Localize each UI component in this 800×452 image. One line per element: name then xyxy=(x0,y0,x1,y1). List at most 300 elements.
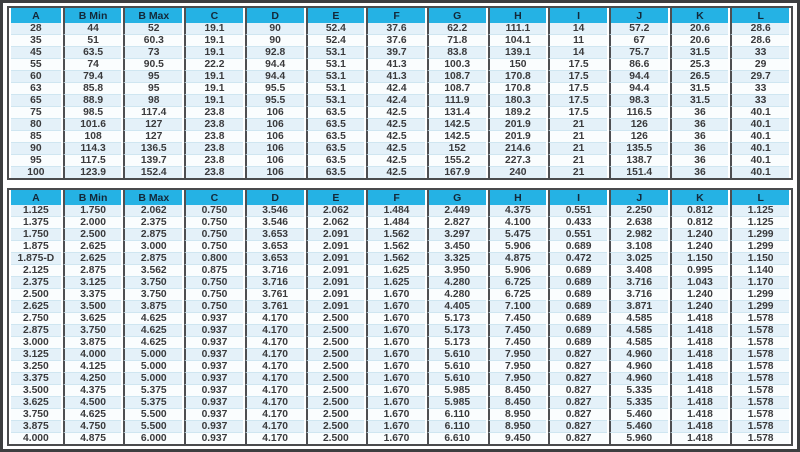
cell: 1.418 xyxy=(670,313,729,325)
cell: 1.875-D xyxy=(11,253,61,265)
cell: 0.827 xyxy=(548,433,607,444)
cell: 0.800 xyxy=(184,253,243,265)
cell: 1.670 xyxy=(366,409,425,421)
cell: 95 xyxy=(11,155,61,167)
cell: 3.950 xyxy=(427,265,486,277)
cell: 1.418 xyxy=(670,409,729,421)
cell: 4.585 xyxy=(609,313,668,325)
table-row xyxy=(11,301,789,313)
cell: 4.000 xyxy=(63,349,122,361)
cell: 227.3 xyxy=(488,155,547,167)
cell: 53.1 xyxy=(306,83,365,95)
table-row xyxy=(11,349,789,361)
cell: 0.937 xyxy=(184,409,243,421)
cell: 11 xyxy=(548,35,607,47)
cell: 7.450 xyxy=(488,325,547,337)
cell: 42.5 xyxy=(366,167,425,178)
cell: 36 xyxy=(670,143,729,155)
cell: 1.240 xyxy=(670,229,729,241)
cell: 17.5 xyxy=(548,59,607,71)
cell: 1.299 xyxy=(730,229,789,241)
cell: 23.8 xyxy=(184,155,243,167)
cell: 3.761 xyxy=(245,289,304,301)
cell: 26.5 xyxy=(670,71,729,83)
column-header-b-max: B Max xyxy=(123,190,182,205)
table-row xyxy=(11,337,789,349)
cell: 4.280 xyxy=(427,289,486,301)
cell: 2.638 xyxy=(609,217,668,229)
cell: 1.578 xyxy=(730,313,789,325)
cell: 240 xyxy=(488,167,547,178)
cell: 6.110 xyxy=(427,421,486,433)
cell: 3.546 xyxy=(245,205,304,217)
cell: 2.125 xyxy=(11,265,61,277)
cell: 19.1 xyxy=(184,23,243,35)
header-row xyxy=(11,8,789,23)
cell: 139.7 xyxy=(123,155,182,167)
cell: 139.1 xyxy=(488,47,547,59)
cell: 167.9 xyxy=(427,167,486,178)
header-row xyxy=(11,190,789,205)
cell: 5.906 xyxy=(488,265,547,277)
cell: 0.827 xyxy=(548,361,607,373)
cell: 63.5 xyxy=(306,167,365,178)
cell: 1.750 xyxy=(11,229,61,241)
cell: 63.5 xyxy=(306,107,365,119)
cell: 37.6 xyxy=(366,35,425,47)
cell: 1.140 xyxy=(730,265,789,277)
table-row xyxy=(11,71,789,83)
cell: 4.375 xyxy=(63,385,122,397)
cell: 4.585 xyxy=(609,337,668,349)
column-header-k: K xyxy=(670,8,729,23)
cell: 63.5 xyxy=(306,119,365,131)
cell: 2.875 xyxy=(63,265,122,277)
cell: 52.4 xyxy=(306,23,365,35)
cell: 1.299 xyxy=(730,241,789,253)
column-header-d: D xyxy=(245,8,304,23)
cell: 8.450 xyxy=(488,385,547,397)
cell: 2.500 xyxy=(306,337,365,349)
cell: 2.500 xyxy=(306,361,365,373)
cell: 0.750 xyxy=(184,289,243,301)
cell: 0.827 xyxy=(548,409,607,421)
cell: 41.3 xyxy=(366,59,425,71)
cell: 75 xyxy=(11,107,61,119)
cell: 0.551 xyxy=(548,205,607,217)
cell: 3.716 xyxy=(609,277,668,289)
cell: 1.418 xyxy=(670,385,729,397)
cell: 1.670 xyxy=(366,421,425,433)
cell: 98 xyxy=(123,95,182,107)
cell: 4.875 xyxy=(63,433,122,444)
cell: 45 xyxy=(11,47,61,59)
column-header-a: A xyxy=(11,190,61,205)
cell: 31.5 xyxy=(670,83,729,95)
cell: 114.3 xyxy=(63,143,122,155)
cell: 8.450 xyxy=(488,397,547,409)
cell: 4.960 xyxy=(609,361,668,373)
cell: 5.906 xyxy=(488,241,547,253)
column-header-h: H xyxy=(488,190,547,205)
table-row xyxy=(11,47,789,59)
cell: 4.625 xyxy=(123,313,182,325)
table-row xyxy=(11,313,789,325)
cell: 94.4 xyxy=(245,59,304,71)
cell: 2.500 xyxy=(306,397,365,409)
cell: 201.9 xyxy=(488,131,547,143)
cell: 14 xyxy=(548,47,607,59)
cell: 3.875 xyxy=(11,421,61,433)
cell: 31.5 xyxy=(670,95,729,107)
cell: 0.689 xyxy=(548,277,607,289)
cell: 2.625 xyxy=(63,241,122,253)
table-row xyxy=(11,373,789,385)
cell: 3.546 xyxy=(245,217,304,229)
cell: 1.240 xyxy=(670,289,729,301)
cell: 0.827 xyxy=(548,349,607,361)
cell: 0.827 xyxy=(548,421,607,433)
cell: 1.562 xyxy=(366,241,425,253)
cell: 135.5 xyxy=(609,143,668,155)
cell: 90.5 xyxy=(123,59,182,71)
cell: 28.6 xyxy=(730,23,789,35)
cell: 5.173 xyxy=(427,313,486,325)
cell: 17.5 xyxy=(548,107,607,119)
cell: 3.000 xyxy=(123,241,182,253)
cell: 23.8 xyxy=(184,143,243,155)
cell: 4.170 xyxy=(245,361,304,373)
cell: 2.750 xyxy=(11,313,61,325)
table-row xyxy=(11,289,789,301)
cell: 2.091 xyxy=(306,229,365,241)
cell: 2.500 xyxy=(306,409,365,421)
cell: 2.091 xyxy=(306,253,365,265)
cell: 28.6 xyxy=(730,35,789,47)
cell: 2.500 xyxy=(306,325,365,337)
cell: 31.5 xyxy=(670,47,729,59)
table-row xyxy=(11,131,789,143)
cell: 1.670 xyxy=(366,385,425,397)
cell: 86.6 xyxy=(609,59,668,71)
cell: 2.091 xyxy=(306,301,365,313)
cell: 0.937 xyxy=(184,349,243,361)
cell: 53.1 xyxy=(306,71,365,83)
column-header-j: J xyxy=(609,8,668,23)
cell: 21 xyxy=(548,143,607,155)
cell: 23.8 xyxy=(184,167,243,178)
cell: 3.653 xyxy=(245,229,304,241)
cell: 2.500 xyxy=(63,229,122,241)
cell: 0.812 xyxy=(670,205,729,217)
cell: 33 xyxy=(730,47,789,59)
cell: 117.5 xyxy=(63,155,122,167)
column-header-i: I xyxy=(548,8,607,23)
cell: 42.4 xyxy=(366,83,425,95)
cell: 142.5 xyxy=(427,119,486,131)
cell: 74 xyxy=(63,59,122,71)
cell: 5.610 xyxy=(427,373,486,385)
cell: 3.761 xyxy=(245,301,304,313)
cell: 63.5 xyxy=(306,155,365,167)
cell: 7.100 xyxy=(488,301,547,313)
cell: 4.280 xyxy=(427,277,486,289)
column-header-a: A xyxy=(11,8,61,23)
cell: 3.716 xyxy=(245,265,304,277)
cell: 138.7 xyxy=(609,155,668,167)
cell: 1.125 xyxy=(11,205,61,217)
cell: 4.625 xyxy=(123,325,182,337)
cell: 111.1 xyxy=(488,23,547,35)
cell: 20.6 xyxy=(670,35,729,47)
cell: 1.418 xyxy=(670,397,729,409)
cell: 2.875 xyxy=(11,325,61,337)
cell: 0.827 xyxy=(548,385,607,397)
cell: 1.670 xyxy=(366,325,425,337)
cell: 0.689 xyxy=(548,337,607,349)
cell: 8.950 xyxy=(488,409,547,421)
table-row xyxy=(11,409,789,421)
cell: 2.091 xyxy=(306,241,365,253)
cell: 94.4 xyxy=(245,71,304,83)
cell: 90 xyxy=(245,35,304,47)
cell: 21 xyxy=(548,131,607,143)
table-row xyxy=(11,155,789,167)
cell: 52.4 xyxy=(306,35,365,47)
cell: 3.108 xyxy=(609,241,668,253)
cell: 5.335 xyxy=(609,397,668,409)
cell: 111.9 xyxy=(427,95,486,107)
cell: 2.062 xyxy=(306,205,365,217)
cell: 0.689 xyxy=(548,241,607,253)
upper-size-table xyxy=(7,6,793,180)
cell: 40.1 xyxy=(730,155,789,167)
cell: 2.827 xyxy=(427,217,486,229)
cell: 3.408 xyxy=(609,265,668,277)
cell: 63 xyxy=(11,83,61,95)
cell: 5.375 xyxy=(123,385,182,397)
cell: 42.5 xyxy=(366,143,425,155)
cell: 0.689 xyxy=(548,265,607,277)
cell: 3.875 xyxy=(63,337,122,349)
column-header-c: C xyxy=(184,8,243,23)
cell: 0.937 xyxy=(184,397,243,409)
cell: 0.995 xyxy=(670,265,729,277)
cell: 3.871 xyxy=(609,301,668,313)
cell: 88.9 xyxy=(63,95,122,107)
cell: 3.450 xyxy=(427,241,486,253)
cell: 142.5 xyxy=(427,131,486,143)
cell: 6.610 xyxy=(427,433,486,444)
cell: 42.4 xyxy=(366,95,425,107)
cell: 71.8 xyxy=(427,35,486,47)
lower-size-table xyxy=(7,188,793,446)
cell: 2.500 xyxy=(306,373,365,385)
cell: 2.062 xyxy=(123,205,182,217)
cell: 42.5 xyxy=(366,155,425,167)
cell: 0.827 xyxy=(548,373,607,385)
cell: 5.985 xyxy=(427,385,486,397)
cell: 106 xyxy=(245,131,304,143)
cell: 0.812 xyxy=(670,217,729,229)
cell: 35 xyxy=(11,35,61,47)
cell: 1.625 xyxy=(366,277,425,289)
cell: 1.670 xyxy=(366,289,425,301)
cell: 155.2 xyxy=(427,155,486,167)
cell: 1.170 xyxy=(730,277,789,289)
cell: 2.375 xyxy=(123,217,182,229)
cell: 1.578 xyxy=(730,361,789,373)
cell: 5.475 xyxy=(488,229,547,241)
cell: 40.1 xyxy=(730,119,789,131)
cell: 3.125 xyxy=(11,349,61,361)
cell: 5.000 xyxy=(123,373,182,385)
cell: 19.1 xyxy=(184,47,243,59)
cell: 39.7 xyxy=(366,47,425,59)
table-row xyxy=(11,229,789,241)
cell: 127 xyxy=(123,131,182,143)
cell: 22.2 xyxy=(184,59,243,71)
cell: 0.937 xyxy=(184,373,243,385)
cell: 1.670 xyxy=(366,301,425,313)
cell: 0.689 xyxy=(548,289,607,301)
cell: 4.170 xyxy=(245,373,304,385)
cell: 19.1 xyxy=(184,95,243,107)
cell: 0.750 xyxy=(184,241,243,253)
cell: 3.653 xyxy=(245,253,304,265)
column-header-b-min: B Min xyxy=(63,190,122,205)
cell: 5.375 xyxy=(123,397,182,409)
cell: 98.5 xyxy=(63,107,122,119)
cell: 131.4 xyxy=(427,107,486,119)
cell: 42.5 xyxy=(366,119,425,131)
cell: 2.375 xyxy=(11,277,61,289)
table-row xyxy=(11,241,789,253)
cell: 1.299 xyxy=(730,301,789,313)
cell: 4.250 xyxy=(63,373,122,385)
cell: 1.418 xyxy=(670,349,729,361)
cell: 126 xyxy=(609,131,668,143)
cell: 5.335 xyxy=(609,385,668,397)
cell: 40.1 xyxy=(730,131,789,143)
cell: 4.750 xyxy=(63,421,122,433)
table-row xyxy=(11,143,789,155)
cell: 21 xyxy=(548,167,607,178)
cell: 1.578 xyxy=(730,421,789,433)
cell: 20.6 xyxy=(670,23,729,35)
table-row xyxy=(11,23,789,35)
cell: 0.551 xyxy=(548,229,607,241)
cell: 7.450 xyxy=(488,337,547,349)
cell: 6.110 xyxy=(427,409,486,421)
column-header-g: G xyxy=(427,190,486,205)
cell: 1.418 xyxy=(670,325,729,337)
cell: 1.125 xyxy=(730,217,789,229)
cell: 53.1 xyxy=(306,47,365,59)
cell: 150 xyxy=(488,59,547,71)
cell: 23.8 xyxy=(184,107,243,119)
cell: 4.170 xyxy=(245,313,304,325)
cell: 180.3 xyxy=(488,95,547,107)
cell: 63.5 xyxy=(306,143,365,155)
cell: 4.170 xyxy=(245,397,304,409)
column-header-g: G xyxy=(427,8,486,23)
cell: 0.689 xyxy=(548,325,607,337)
cell: 7.950 xyxy=(488,361,547,373)
column-header-l: L xyxy=(730,190,789,205)
cell: 1.240 xyxy=(670,241,729,253)
cell: 2.500 xyxy=(306,433,365,444)
cell: 4.170 xyxy=(245,337,304,349)
column-header-f: F xyxy=(366,8,425,23)
cell: 4.170 xyxy=(245,349,304,361)
cell: 4.585 xyxy=(609,325,668,337)
cell: 2.500 xyxy=(306,349,365,361)
cell: 2.250 xyxy=(609,205,668,217)
cell: 0.433 xyxy=(548,217,607,229)
cell: 85.8 xyxy=(63,83,122,95)
cell: 0.937 xyxy=(184,385,243,397)
cell: 2.449 xyxy=(427,205,486,217)
cell: 17.5 xyxy=(548,95,607,107)
cell: 106 xyxy=(245,167,304,178)
cell: 4.170 xyxy=(245,433,304,444)
cell: 2.625 xyxy=(11,301,61,313)
column-header-j: J xyxy=(609,190,668,205)
cell: 3.750 xyxy=(123,277,182,289)
cell: 3.716 xyxy=(609,289,668,301)
cell: 42.5 xyxy=(366,107,425,119)
cell: 5.000 xyxy=(123,349,182,361)
cell: 19.1 xyxy=(184,35,243,47)
cell: 29 xyxy=(730,59,789,71)
cell: 2.625 xyxy=(63,253,122,265)
cell: 5.985 xyxy=(427,397,486,409)
cell: 1.578 xyxy=(730,397,789,409)
cell: 4.170 xyxy=(245,325,304,337)
cell: 1.299 xyxy=(730,289,789,301)
cell: 106 xyxy=(245,155,304,167)
table-row xyxy=(11,433,789,444)
cell: 2.062 xyxy=(306,217,365,229)
cell: 3.375 xyxy=(63,289,122,301)
cell: 36 xyxy=(670,119,729,131)
cell: 1.578 xyxy=(730,433,789,444)
cell: 1.875 xyxy=(11,241,61,253)
cell: 44 xyxy=(63,23,122,35)
cell: 33 xyxy=(730,95,789,107)
cell: 1.670 xyxy=(366,373,425,385)
cell: 36 xyxy=(670,131,729,143)
cell: 29.7 xyxy=(730,71,789,83)
cell: 5.960 xyxy=(609,433,668,444)
cell: 0.937 xyxy=(184,421,243,433)
cell: 189.2 xyxy=(488,107,547,119)
cell: 3.875 xyxy=(123,301,182,313)
cell: 85 xyxy=(11,131,61,143)
cell: 90 xyxy=(11,143,61,155)
cell: 2.091 xyxy=(306,289,365,301)
cell: 19.1 xyxy=(184,83,243,95)
cell: 5.173 xyxy=(427,337,486,349)
table-row xyxy=(11,397,789,409)
cell: 95.5 xyxy=(245,95,304,107)
table-row xyxy=(11,167,789,178)
table-row xyxy=(11,325,789,337)
cell: 23.8 xyxy=(184,131,243,143)
cell: 7.450 xyxy=(488,313,547,325)
cell: 0.750 xyxy=(184,277,243,289)
